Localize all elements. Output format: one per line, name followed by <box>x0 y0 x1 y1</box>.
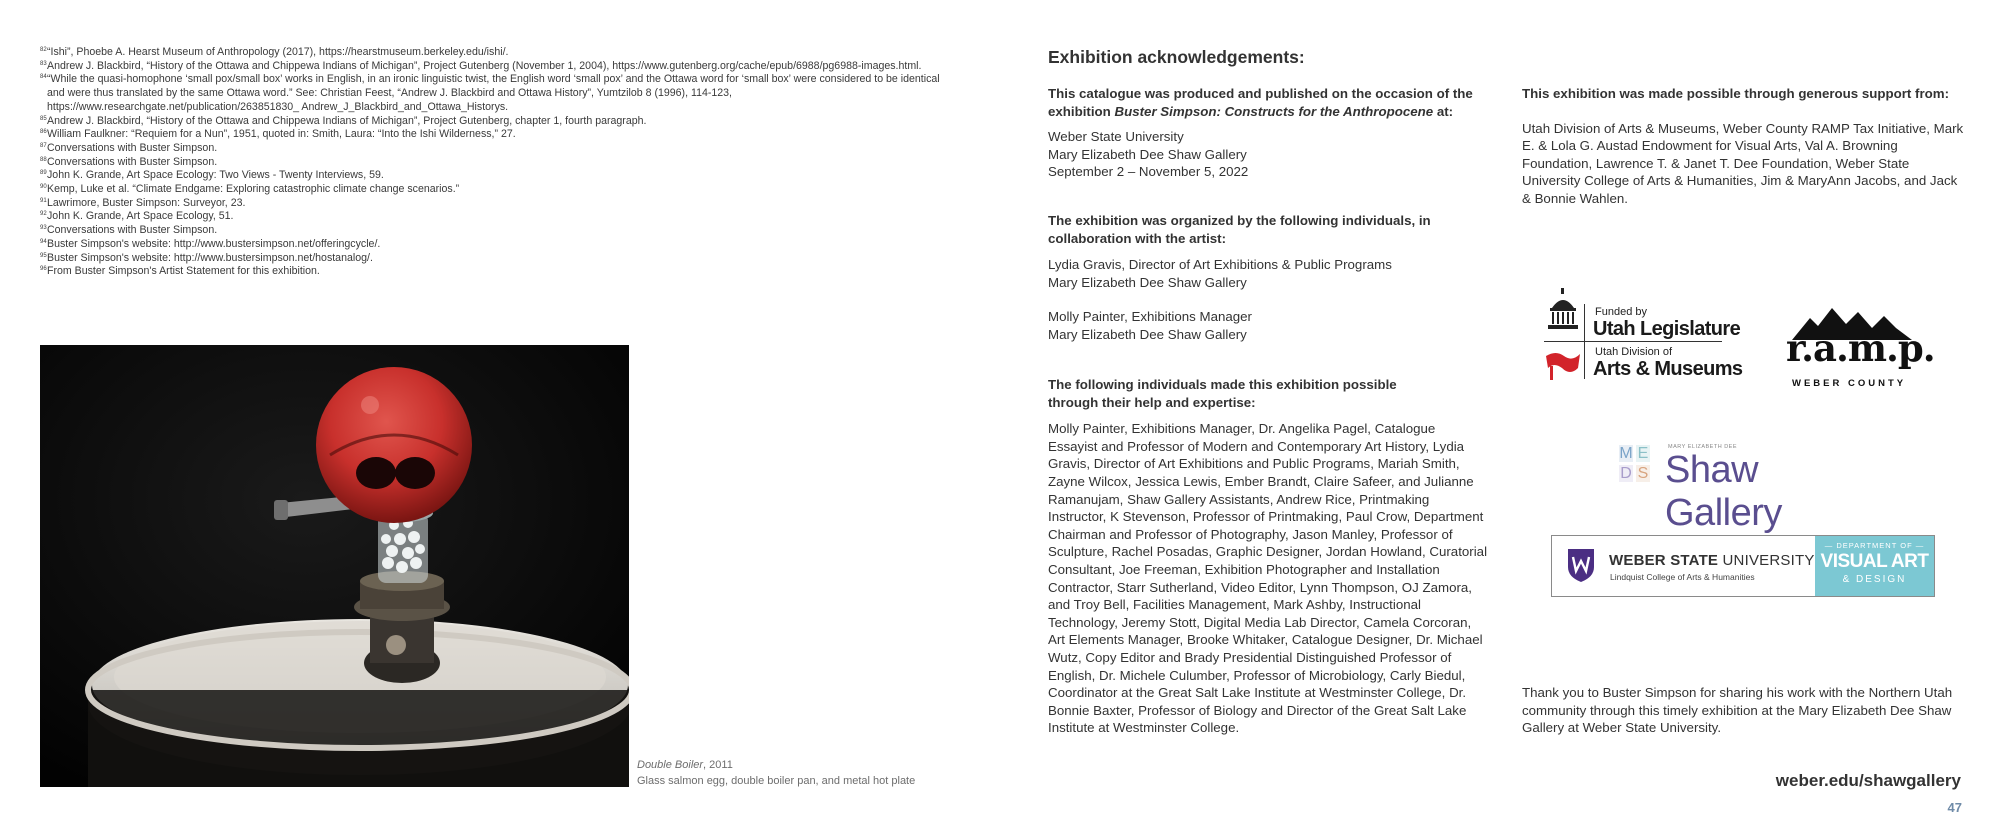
footnote-text: Andrew J. Blackbird, “History of the Ottawa and Chippewa Indians of Michigan”, Project Gutenberg (November 1, 2004), https://www.gutenberg.org/cache/epub/6988/pg6988-images.html. <box>47 59 922 72</box>
footnote-text: From Buster Simpson's Artist Statement for this exhibition. <box>47 265 320 278</box>
meds-letter: D <box>1620 465 1632 482</box>
design-text: & DESIGN <box>1842 574 1907 585</box>
footnote <box>40 73 960 114</box>
footnote-text: “While the quasi-homophone ‘small pox/small box’ works in English, in an ironic linguistic twist, the English word ‘small pox’ and the Ottawa word for ‘small box’ were considered to be identical and were thus translated by the same Ottawa word.” See: Christian Feest, “Andrew J. Blackbird and Ottawa History”, Yumtzilob 8 (1996), 114-123, https://www.researchgate.net/publication/263851830_ Andrew_J_Blackbird_and_Ottawa_Historys. <box>47 73 940 113</box>
shaw-gallery-logo <box>1616 442 1872 534</box>
ramp-county: WEBER COUNTY <box>1792 378 1907 389</box>
wsu-name-bold: WEBER STATE <box>1609 552 1719 569</box>
ramp-logo <box>1778 306 1935 394</box>
footnote <box>40 169 960 183</box>
utah-legislature-text: Utah Legislature <box>1593 318 1741 340</box>
photo-caption <box>637 758 915 789</box>
helpers-heading: The following individuals made this exhibition possible through their help and expertise: <box>1048 377 1397 410</box>
flag-icon <box>1544 350 1582 380</box>
utah-arts-museums-logo <box>1540 288 1762 393</box>
footnote-text: Buster Simpson's website: http://www.bustersimpson.net/hostanalog/. <box>47 251 373 264</box>
footnote <box>40 252 960 266</box>
helpers-text: Molly Painter, Exhibitions Manager, Dr. Angelika Pagel, Catalogue Essayist and Professor of Modern and Contemporary Art History, Lydia Gravis, Director of Art Exhibitions and Public Programs, Mariah Smith, Zayne Wilcox, Jessica Lewis, Ember Brandt, Claire Safeer, and Julianne Ramanujam, Shaw Gallery Assistants, Andrew Rice, Printmaking Instructor, K Stevenson, Professor of Printmaking, Paul Crow, Department Chairman and Professor of Photography, Jason Manley, Professor of Sculpture, Rachel Posadas, Graphic Designer, Jordan Howland, Curatorial Consultant, Joe Freeman, Exhibition Photographer and Installation Contractor, Starr Sutherland, Video Editor, Lynn Thompson, OJ Zamora, and Troy Bell, Facilities Management, Mark Ashby, Instructional Technology, Jeremy Stott, Digital Media Lab Director, Camela Corcoran, Art Elements Manager, Brooke Whitaker, Catalogue Designer, Dr. Michael Wutz, Copy Editor and Brady Presidential Distinguished Professor of English, Dr. Michele Culumber, Professor of Microbiology, Carly Biedul, Coordinator at the Great Salt Lake Institute at Westminster College, Dr. Bonnie Baxter, Professor of Biology and Director of the Great Salt Lake Institute at Westminster College. <box>1048 421 1488 736</box>
footnote-number: 91 <box>40 197 47 204</box>
footnote-number: 87 <box>40 142 47 149</box>
support-heading: This exhibition was made possible through generous support from: <box>1522 86 1950 101</box>
dept-of-text: — DEPARTMENT OF — <box>1824 541 1925 550</box>
footnote-text: John K. Grande, Art Space Ecology, 51. <box>47 210 234 223</box>
footnote-number: 94 <box>40 238 47 245</box>
organized-heading: The exhibition was organized by the following individuals, in collaboration with the artist: <box>1048 213 1431 246</box>
gallery-url: weber.edu/shawgallery <box>1775 771 1961 790</box>
meds-letter: S <box>1637 465 1649 482</box>
caption-year: , 2011 <box>703 759 733 771</box>
footnote-text: Conversations with Buster Simpson. <box>47 224 218 237</box>
wsu-name-rest: UNIVERSITY <box>1718 552 1815 569</box>
utah-division-text: Utah Division of <box>1595 346 1673 358</box>
venue-line: Mary Elizabeth Dee Shaw Gallery <box>1048 146 1247 162</box>
intro-text-2: at: <box>1433 103 1454 119</box>
footnote <box>40 265 960 279</box>
footnotes <box>40 46 960 279</box>
footnote <box>40 224 960 238</box>
footnote-number: 88 <box>40 156 47 163</box>
footnote <box>40 238 960 252</box>
footnote-text: William Faulkner: “Requiem for a Nun”, 1951, quoted in: Smith, Laura: “Into the Ishi Wilderness,” 27. <box>47 128 516 141</box>
wsu-college: Lindquist College of Arts & Humanities <box>1610 572 1755 582</box>
artwork-photo <box>40 345 629 787</box>
visual-art-panel <box>1815 536 1934 596</box>
shaw-small-text: MARY ELIZABETH DEE <box>1668 444 1738 450</box>
organizer-affiliation: Mary Elizabeth Dee Shaw Gallery <box>1048 326 1247 342</box>
footnote <box>40 210 960 224</box>
footnote-text: Conversations with Buster Simpson. <box>47 155 218 168</box>
footnote <box>40 156 960 170</box>
footnote <box>40 183 960 197</box>
footnote <box>40 115 960 129</box>
exhibition-title: Buster Simpson: Constructs for the Anthropocene <box>1114 103 1434 119</box>
footnote-number: 96 <box>40 266 47 273</box>
capitol-icon <box>1546 288 1580 338</box>
acknowledgements-heading: Exhibition acknowledgements: <box>1048 47 1305 67</box>
footnote-text: John K. Grande, Art Space Ecology: Two Views - Twenty Interviews, 59. <box>47 169 384 182</box>
footnote-number: 86 <box>40 129 47 136</box>
supporters-text: Utah Division of Arts & Museums, Weber County RAMP Tax Initiative, Mark E. & Lola G. Austad Endowment for Visual Arts, Val A. Browning Foundation, Lawrence T. & Janet T. Dee Foundation, Weber State University College of Arts & Humanities, Jim & MaryAnn Jacobs, and Jack & Bonnie Wahlen. <box>1522 120 1964 206</box>
organizer-affiliation: Mary Elizabeth Dee Shaw Gallery <box>1048 274 1247 290</box>
footnote-number: 89 <box>40 170 47 177</box>
organizer-entry <box>1048 308 1448 343</box>
funded-by-text: Funded by <box>1595 306 1647 318</box>
logo-divider <box>1544 341 1722 342</box>
footnote <box>40 128 960 142</box>
footnote-text: Lawrimore, Buster Simpson: Surveyor, 23. <box>47 196 246 209</box>
footnote-number: 82 <box>40 47 47 53</box>
venue-lines <box>1048 128 1493 181</box>
intro-paragraph <box>1048 85 1493 120</box>
shaw-gallery-name: Shaw Gallery <box>1665 449 1782 534</box>
visual-art-text: VISUAL ART <box>1820 551 1929 572</box>
footnote-text: Kemp, Luke et al. “Climate Endgame: Exploring catastrophic climate change scenarios.” <box>47 183 460 196</box>
footnote-number: 84 <box>40 74 47 81</box>
footnote-number: 90 <box>40 184 47 191</box>
venue-line: September 2 – November 5, 2022 <box>1048 164 1249 180</box>
meds-letter: M <box>1619 445 1633 462</box>
footnote <box>40 142 960 156</box>
organizer-name: Molly Painter, Exhibitions Manager <box>1048 309 1252 325</box>
ramp-name: r.a.m.p. <box>1786 326 1935 370</box>
organizer-entry <box>1048 256 1448 291</box>
organizer-name: Lydia Gravis, Director of Art Exhibitions & Public Programs <box>1048 257 1392 273</box>
thanks-text: Thank you to Buster Simpson for sharing his work with the Northern Utah community through this timely exhibition at the Mary Elizabeth Dee Shaw Gallery at Weber State University. <box>1522 685 1953 736</box>
caption-title: Double Boiler <box>637 759 704 771</box>
intro-text-1: This catalogue was produced and published on the occasion of the exhibition <box>1048 86 1473 119</box>
footnote-text: “Ishi”, Phoebe A. Hearst Museum of Anthropology (2017), https://hearstmuseum.berkeley.edu/ishi/. <box>47 46 509 58</box>
footnote-text: Andrew J. Blackbird, “History of the Ottawa and Chippewa Indians of Michigan”, Project Gutenberg, chapter 1, fourth paragraph. <box>47 114 647 127</box>
footnote <box>40 60 960 74</box>
intro-block <box>1048 85 1493 181</box>
support-block <box>1522 85 1967 208</box>
footnote-number: 93 <box>40 225 47 232</box>
footnote-number: 83 <box>40 60 47 67</box>
footnote-number: 95 <box>40 252 47 259</box>
helpers-block <box>1048 376 1488 737</box>
wsu-name <box>1609 552 1815 569</box>
footnote <box>40 46 960 60</box>
double-boiler-image <box>40 345 629 787</box>
footnote <box>40 197 960 211</box>
weber-state-visual-art-logo <box>1551 535 1935 597</box>
footnote-number: 85 <box>40 115 47 122</box>
page-number: 47 <box>1947 800 1962 815</box>
footnote-text: Conversations with Buster Simpson. <box>47 141 218 154</box>
venue-line: Weber State University <box>1048 129 1184 145</box>
meds-letter: E <box>1637 445 1649 462</box>
arts-museums-text: Arts & Museums <box>1593 358 1743 380</box>
footnote-text: Buster Simpson's website: http://www.bustersimpson.net/offeringcycle/. <box>47 237 381 250</box>
wsu-shield-icon <box>1566 547 1596 583</box>
organizers-block <box>1048 212 1448 344</box>
footnote-number: 92 <box>40 211 47 218</box>
caption-medium: Glass salmon egg, double boiler pan, and metal hot plate <box>637 774 916 787</box>
